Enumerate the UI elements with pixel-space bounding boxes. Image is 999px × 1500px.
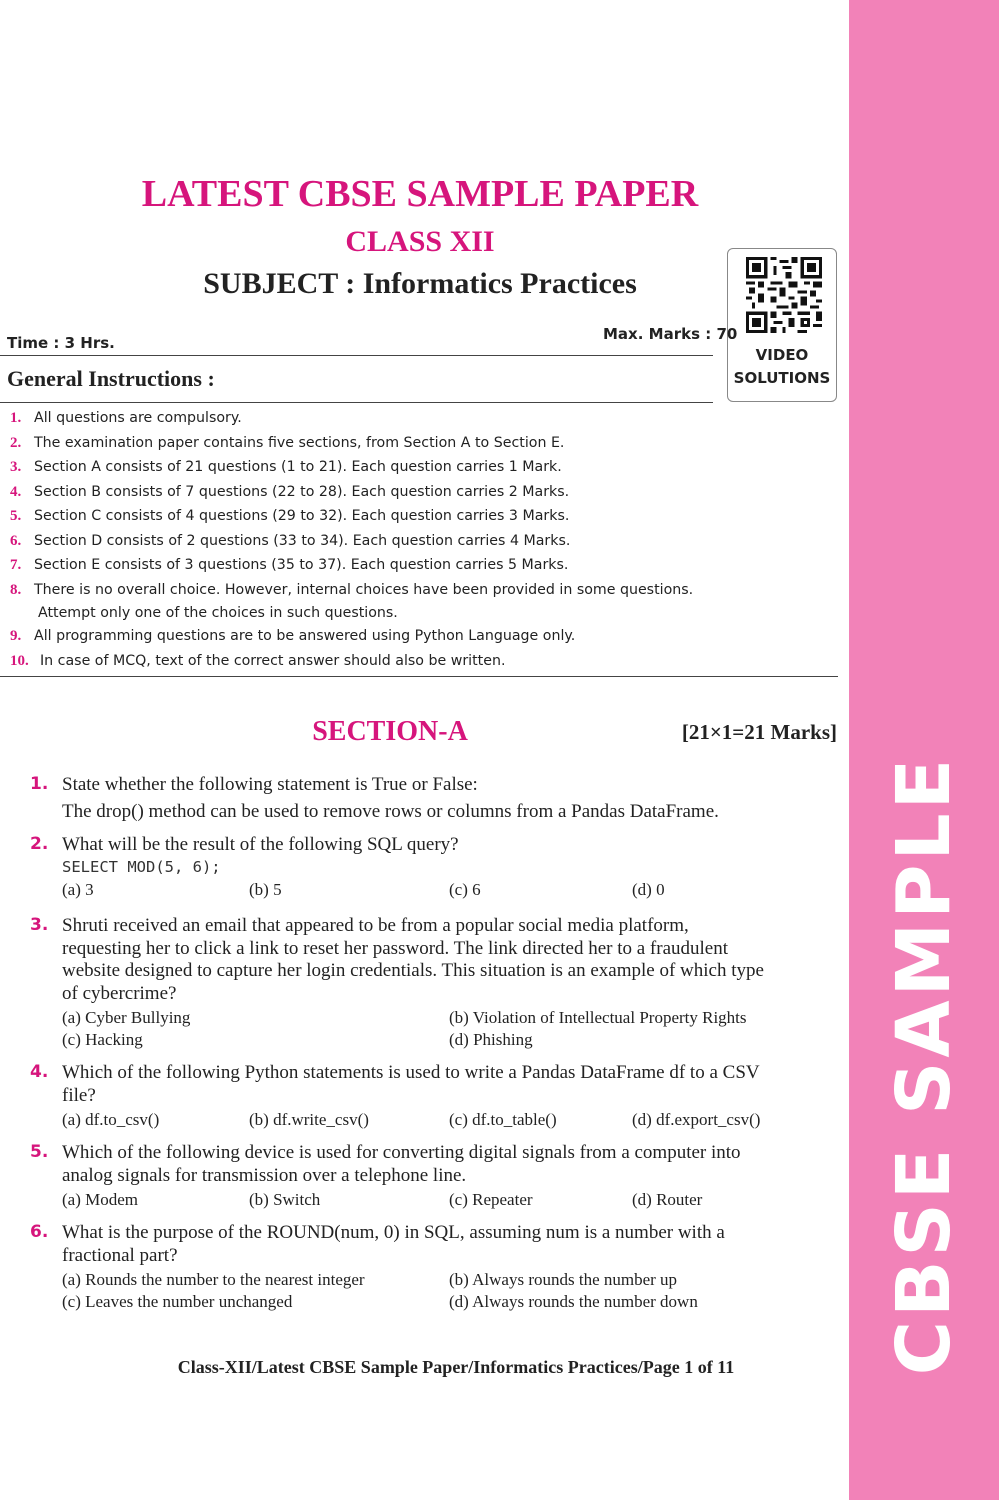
option-c: (c) Repeater [449,1190,533,1209]
options [62,1110,840,1132]
instruction-item: 10. In case of MCQ, text of the correct answer should also be written. [10,652,506,669]
question-text: of cybercrime? [62,982,177,1004]
divider [0,402,713,403]
question-number: 1. [30,774,49,794]
option-a: (a) df.to_csv() [62,1110,160,1129]
option-a: (a) Cyber Bullying [62,1008,191,1027]
instructions-title: General Instructions : [7,366,215,391]
instruction-item: 4. Section B consists of 7 questions (22 to 28). Each question carries 2 Marks. [10,483,570,500]
question-number: 6. [30,1222,49,1242]
question-text: Shruti received an email that appeared to be from a popular social media platform, [62,915,689,936]
instruction-item: 5. Section C consists of 4 questions (29 to 32). Each question carries 3 Marks. [10,508,570,524]
question-2 [30,834,840,902]
options [62,1030,840,1052]
option-a: (a) Modem [62,1190,139,1209]
qr-label [728,344,836,390]
options [62,1008,840,1030]
question-6 [30,1222,840,1314]
instruction-item: 9. All programming questions are to be answered using Python Language only. [10,628,576,644]
question-number: 3. [30,915,49,935]
section-marks: [21×1=21 Marks] [681,720,837,744]
divider [0,355,713,356]
subject-title: SUBJECT : Informatics Practices [203,267,637,300]
option-a: (a) Rounds the number to the nearest integer [62,1270,365,1289]
question-number: 2. [30,834,49,854]
video-solutions-qr[interactable] [727,248,837,402]
option-b: (b) Always rounds the number up [449,1270,678,1289]
qr-label-line1: VIDEO [755,346,809,364]
options [62,880,840,902]
side-banner [849,0,999,1500]
option-a: (a) 3 [62,879,94,899]
question-text: What is the purpose of the ROUND(num, 0) in SQL, assuming num is a number with a [62,1222,725,1243]
question-number: 4. [30,1062,49,1082]
divider [0,676,838,677]
option-c: (c) df.to_table() [449,1110,557,1129]
max-marks: Max. Marks : 70 [603,325,738,343]
instruction-item: 3. Section A consists of 21 questions (1 to 21). Each question carries 1 Mark. [10,459,562,475]
option-c: (c) Hacking [62,1030,143,1049]
section-title: SECTION-A [312,716,468,747]
question-4 [30,1062,840,1132]
option-d: (d) 0 [632,879,665,899]
side-banner-text: CBSE SAMPLE [881,754,967,1376]
exam-time: Time : 3 Hrs. [7,334,115,352]
instructions-list [10,406,730,673]
option-c: (c) Leaves the number unchanged [62,1292,293,1311]
question-text: fractional part? [62,1244,178,1266]
paper-title: LATEST CBSE SAMPLE PAPER [141,173,699,215]
class-title: CLASS XII [345,225,495,258]
option-b: (b) df.write_csv() [249,1110,369,1129]
page-footer: Class-XII/Latest CBSE Sample Paper/Informatics Practices/Page 1 of 11 [177,1357,735,1377]
option-d: (d) Router [632,1190,703,1209]
option-d: (d) df.export_csv() [632,1110,761,1129]
option-b: (b) Violation of Intellectual Property Rights [449,1008,747,1027]
question-text: State whether the following statement is True or False: [62,774,478,795]
question-text: file? [62,1084,96,1106]
instruction-item: 1. All questions are compulsory. [10,410,242,426]
question-number: 5. [30,1142,49,1162]
option-b: (b) 5 [249,879,282,899]
options [62,1292,840,1314]
question-text: analog signals for transmission over a telephone line. [62,1164,467,1186]
options [62,1270,840,1292]
instruction-item: 2. The examination paper contains five sections, from Section A to Section E. [10,434,565,451]
option-d: (d) Phishing [449,1030,533,1049]
sql-code: SELECT MOD(5, 6); [62,857,221,876]
option-b: (b) Switch [249,1190,321,1209]
question-text: requesting her to click a link to reset her password. The link directed her to a fraudulent [62,937,729,959]
instruction-item: 6. Section D consists of 2 questions (33 to 34). Each question carries 4 Marks. [10,532,571,549]
qr-label-line2: SOLUTIONS [733,369,831,387]
instruction-item: 8. There is no overall choice. However, internal choices have been provided in some questions. Attempt only one of the choices in such questions. [10,581,694,621]
options [62,1190,840,1212]
question-text: The drop() method can be used to remove rows or columns from a Pandas DataFrame. [62,800,719,822]
question-text: Which of the following Python statements is used to write a Pandas DataFrame df to a CSV [62,1062,760,1083]
option-c: (c) 6 [449,879,481,899]
question-text: Which of the following device is used for converting digital signals from a computer into [62,1142,741,1163]
instruction-item: 7. Section E consists of 3 questions (35 to 37). Each question carries 5 Marks. [10,557,569,573]
qr-code-icon [746,257,822,333]
question-5 [30,1142,840,1212]
question-1 [30,774,840,823]
question-3 [30,915,840,1052]
option-d: (d) Always rounds the number down [449,1292,698,1311]
question-text: website designed to capture her login credentials. This situation is an example of which type [62,960,764,981]
question-text: What will be the result of the following SQL query? [62,834,459,855]
